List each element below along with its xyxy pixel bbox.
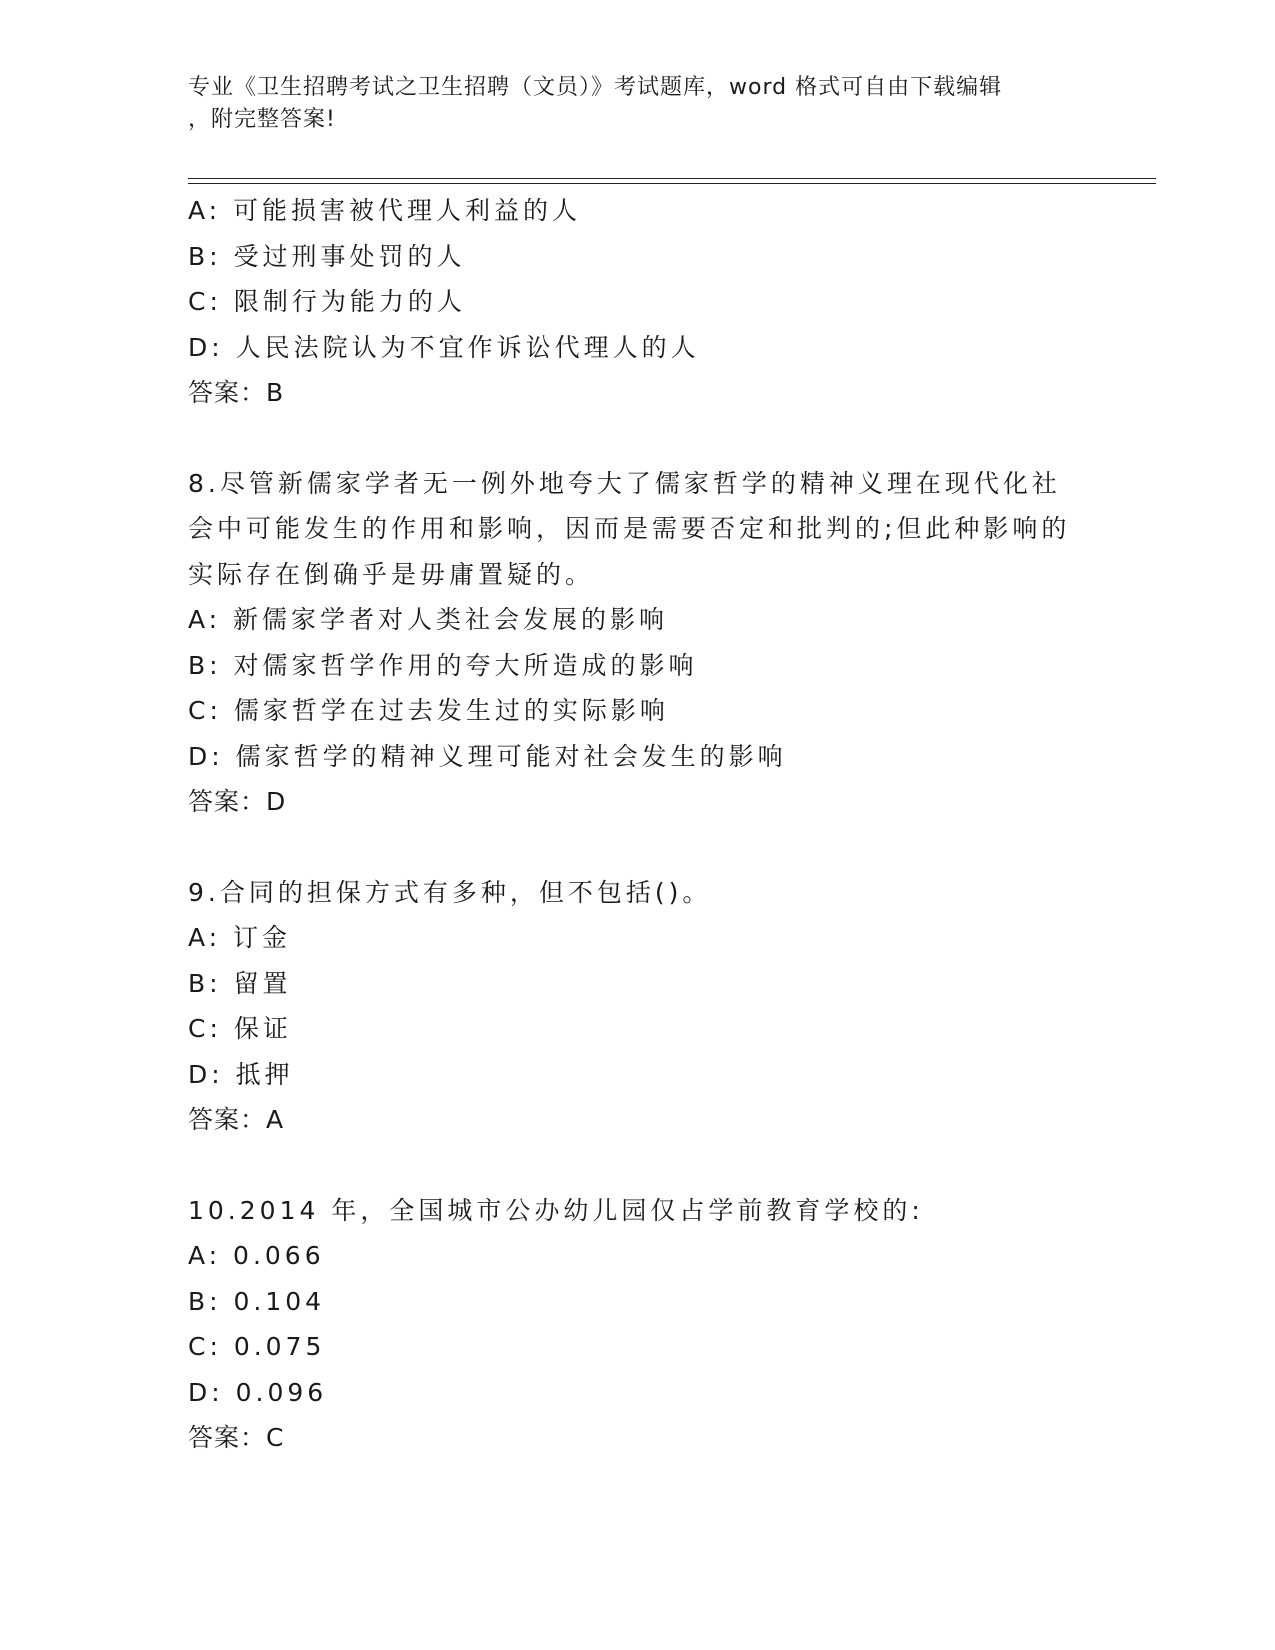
option-d: D: 儒家哲学的精神义理可能对社会发生的影响	[188, 741, 787, 771]
option-a: A: 可能损害被代理人利益的人	[188, 196, 582, 225]
option-b: B: 0.104	[188, 1286, 326, 1316]
option-a: A: 新儒家学者对人类社会发展的影响	[188, 605, 669, 634]
question-stem: 9.合同的担保方式有多种，但不包括()。	[188, 877, 712, 907]
answer-line: 答案：B	[188, 378, 285, 407]
header-divider-top	[188, 178, 1156, 179]
header-line-2: ，附完整答案!	[188, 107, 336, 132]
option-a: A: 订金	[188, 923, 292, 952]
spacer	[188, 1143, 1148, 1188]
option-d: D: 抵押	[188, 1059, 294, 1089]
option-d: D: 人民法院认为不宜作诉讼代理人的人	[188, 332, 700, 362]
question-stem-line-3: 实际存在倒确乎是毋庸置疑的。	[188, 559, 595, 589]
option-c: C: 0.075	[188, 1332, 326, 1361]
answer-line: 答案：C	[188, 1423, 285, 1452]
option-b: B: 留置	[188, 968, 292, 998]
question-stem	[188, 461, 1088, 598]
question-10	[188, 1188, 1148, 1461]
option-d: D: 0.096	[188, 1377, 328, 1407]
question-9	[188, 870, 1148, 1143]
option-c: C: 保证	[188, 1014, 292, 1043]
header-line-1: 专业《卫生招聘考试之卫生招聘（文员）》考试题库，word 格式可自由下载编辑	[188, 75, 1003, 100]
question-stem-line-1: 8.尽管新儒家学者无一例外地夸大了儒家哲学的精神义理在现代化社	[188, 468, 1061, 498]
option-b: B: 对儒家哲学作用的夸大所造成的影响	[188, 650, 698, 680]
question-8	[188, 461, 1148, 825]
spacer	[188, 825, 1148, 870]
document-header	[188, 72, 1088, 136]
question-stem-line-2: 会中可能发生的作用和影响，因而是需要否定和批判的;但此种影响的	[188, 514, 1071, 543]
option-c: C: 儒家哲学在过去发生过的实际影响	[188, 696, 669, 725]
answer-line: 答案：D	[188, 787, 287, 816]
option-b: B: 受过刑事处罚的人	[188, 241, 466, 271]
question-stem: 10.2014 年，全国城市公办幼儿园仅占学前教育学校的:	[188, 1195, 924, 1225]
header-divider-bottom	[188, 183, 1156, 184]
option-a: A: 0.066	[188, 1241, 325, 1270]
spacer	[188, 416, 1148, 461]
option-c: C: 限制行为能力的人	[188, 287, 466, 316]
answer-line: 答案：A	[188, 1105, 285, 1134]
question-7	[188, 188, 1148, 416]
question-list	[188, 188, 1148, 1461]
